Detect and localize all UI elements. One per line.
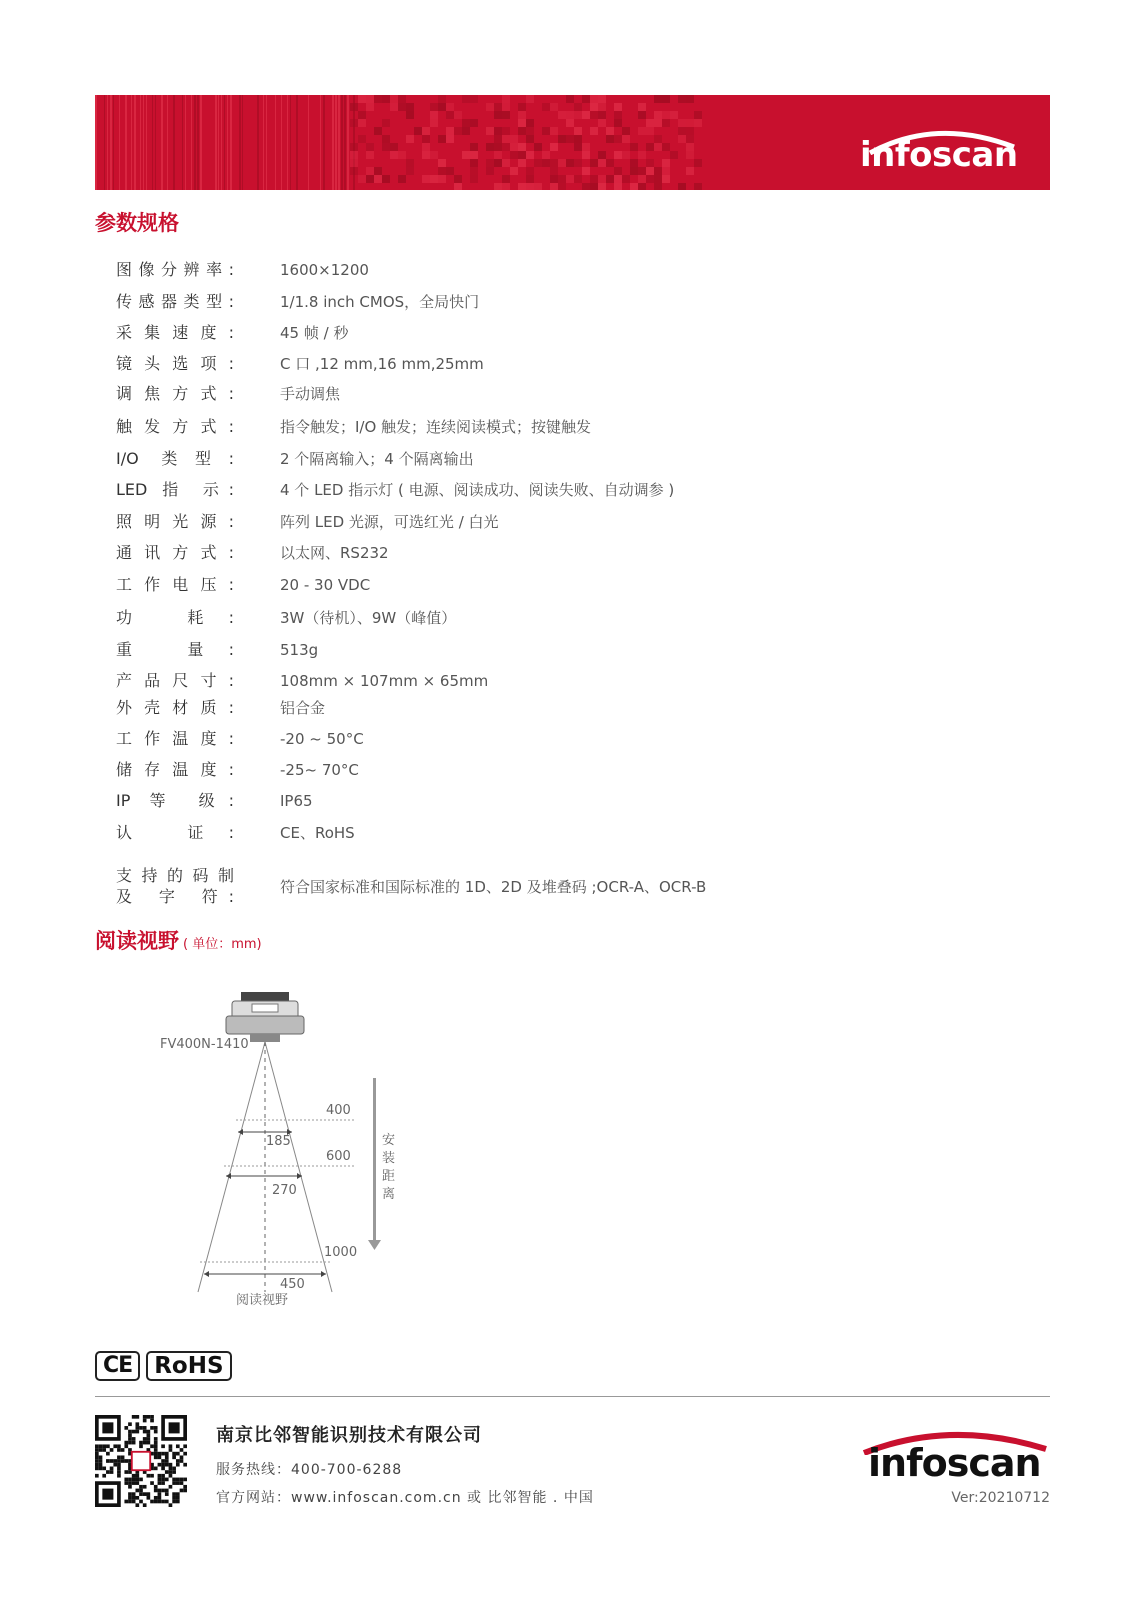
spec-label: 工作温度: [116,729,234,748]
spec-value: 手动调焦 [280,385,341,403]
fov-title [95,925,262,955]
install-label-2: 装 [382,1151,396,1166]
spec-label: I/O 类型: [116,449,234,468]
spec-label: 产品尺寸: [116,671,234,690]
spec-row [116,821,1016,845]
spec-value: -25~ 70°C [280,761,359,779]
camera-device-icon [226,992,304,1042]
ce-logo: CE [95,1351,140,1381]
distance-label-600: 600 [326,1149,351,1164]
spec-label-line2: 及 字 符: [116,887,234,906]
spec-value: 513g [280,641,319,659]
company-name: 南京比邻智能识别技术有限公司 [216,1425,482,1446]
install-label-3: 距 [382,1169,396,1184]
spec-row [116,321,1016,345]
version-label: Ver:20210712 [951,1490,1050,1506]
spec-row [116,258,1016,282]
spec-row [116,606,1016,630]
spec-label-codes [116,865,234,907]
spec-row [116,290,1016,314]
spec-row [116,415,1016,439]
distance-label-400: 400 [326,1103,351,1118]
spec-label: 镜头选项: [116,354,234,373]
install-label-1: 安 [382,1133,396,1148]
spec-value: IP65 [280,792,313,810]
spec-row [116,573,1016,597]
logo-text: infoscan [860,135,1018,175]
rohs-logo: RoHS [146,1351,231,1381]
spec-label: 通讯方式: [116,543,234,562]
distance-label-1000: 1000 [324,1245,358,1260]
spec-row [116,789,1016,813]
spec-label: 触发方式: [116,417,234,436]
spec-value: 铝合金 [280,699,326,717]
model-label: FV400N-1410 [160,1037,249,1052]
spec-label: 调焦方式: [116,384,234,403]
brand-logo [860,125,1030,175]
fov-diagram [150,990,410,1335]
install-distance-arrowhead [368,1240,381,1250]
spec-row [116,478,1016,502]
footer-logo-text: infoscan [868,1441,1041,1485]
spec-value: 4 个 LED 指示灯 ( 电源、阅读成功、阅读失败、自动调参 ) [280,481,675,499]
spec-value: 3W（待机）、9W（峰值） [280,609,457,627]
width-label-450: 450 [280,1277,305,1292]
spec-label: 图像分辨率: [116,260,234,279]
spec-label-line1: 支持的码制 [116,866,234,885]
specs-title: 参数规格 [95,211,179,235]
spec-row [116,541,1016,565]
spec-value: 20 - 30 VDC [280,576,371,594]
spec-row [116,727,1016,751]
spec-row [116,696,1016,720]
spec-label: 储存温度: [116,760,234,779]
spec-row [116,352,1016,376]
spec-value: 1600×1200 [280,261,369,279]
spec-row [116,669,1016,693]
spec-value: 以太网、RS232 [280,544,389,562]
spec-row [116,758,1016,782]
install-label-4: 离 [382,1187,396,1202]
spec-value: -20 ~ 50°C [280,730,364,748]
fov-cone-left [198,1042,265,1292]
spec-value-codes: 符合国家标准和国际标准的 1D、2D 及堆叠码 ;OCR-A、OCR-B [280,878,707,896]
fov-cone-right [265,1042,332,1292]
website: 官方网站：www.infoscan.com.cn 或 比邻智能 . 中国 [216,1490,594,1506]
spec-value: 45 帧 / 秒 [280,324,349,342]
footer-brand-logo [860,1425,1050,1485]
spec-label: 工作电压: [116,575,234,594]
header-banner [95,95,1050,190]
spec-value: 阵列 LED 光源，可选红光 / 白光 [280,513,499,531]
spec-label: LED 指 示: [116,480,234,499]
spec-row [116,638,1016,662]
spec-label: IP 等 级: [116,791,234,810]
spec-label: 外壳材质: [116,698,234,717]
spec-row [116,510,1016,534]
spec-value: CE、RoHS [280,824,355,842]
fov-unit: ( 单位：mm) [183,937,262,952]
spec-value: 指令触发；I/O 触发；连续阅读模式；按键触发 [280,418,592,436]
spec-row [116,382,1016,406]
fov-title-text: 阅读视野 [95,929,179,953]
cert-logos [95,1351,238,1381]
spec-label: 采集速度: [116,323,234,342]
spec-row-codes [116,865,1016,909]
footer-divider [95,1396,1050,1397]
qr-code-icon [95,1415,187,1507]
spec-value: 1/1.8 inch CMOS，全局快门 [280,293,480,311]
width-label-270: 270 [272,1183,297,1198]
spec-value: 2 个隔离输入；4 个隔离输出 [280,450,474,468]
spec-label: 重 量: [116,640,234,659]
spec-label: 照明光源: [116,512,234,531]
spec-row [116,447,1016,471]
spec-value: 108mm × 107mm × 65mm [280,672,489,690]
fov-caption: 阅读视野 [236,1293,289,1308]
width-label-185: 185 [266,1134,291,1149]
install-distance-arrow [373,1078,376,1240]
spec-label: 传感器类型: [116,292,234,311]
spec-label: 认 证: [116,823,234,842]
spec-label: 功 耗: [116,608,234,627]
spec-value: C 口 ,12 mm,16 mm,25mm [280,355,484,373]
hotline: 服务热线：400-700-6288 [216,1462,403,1478]
